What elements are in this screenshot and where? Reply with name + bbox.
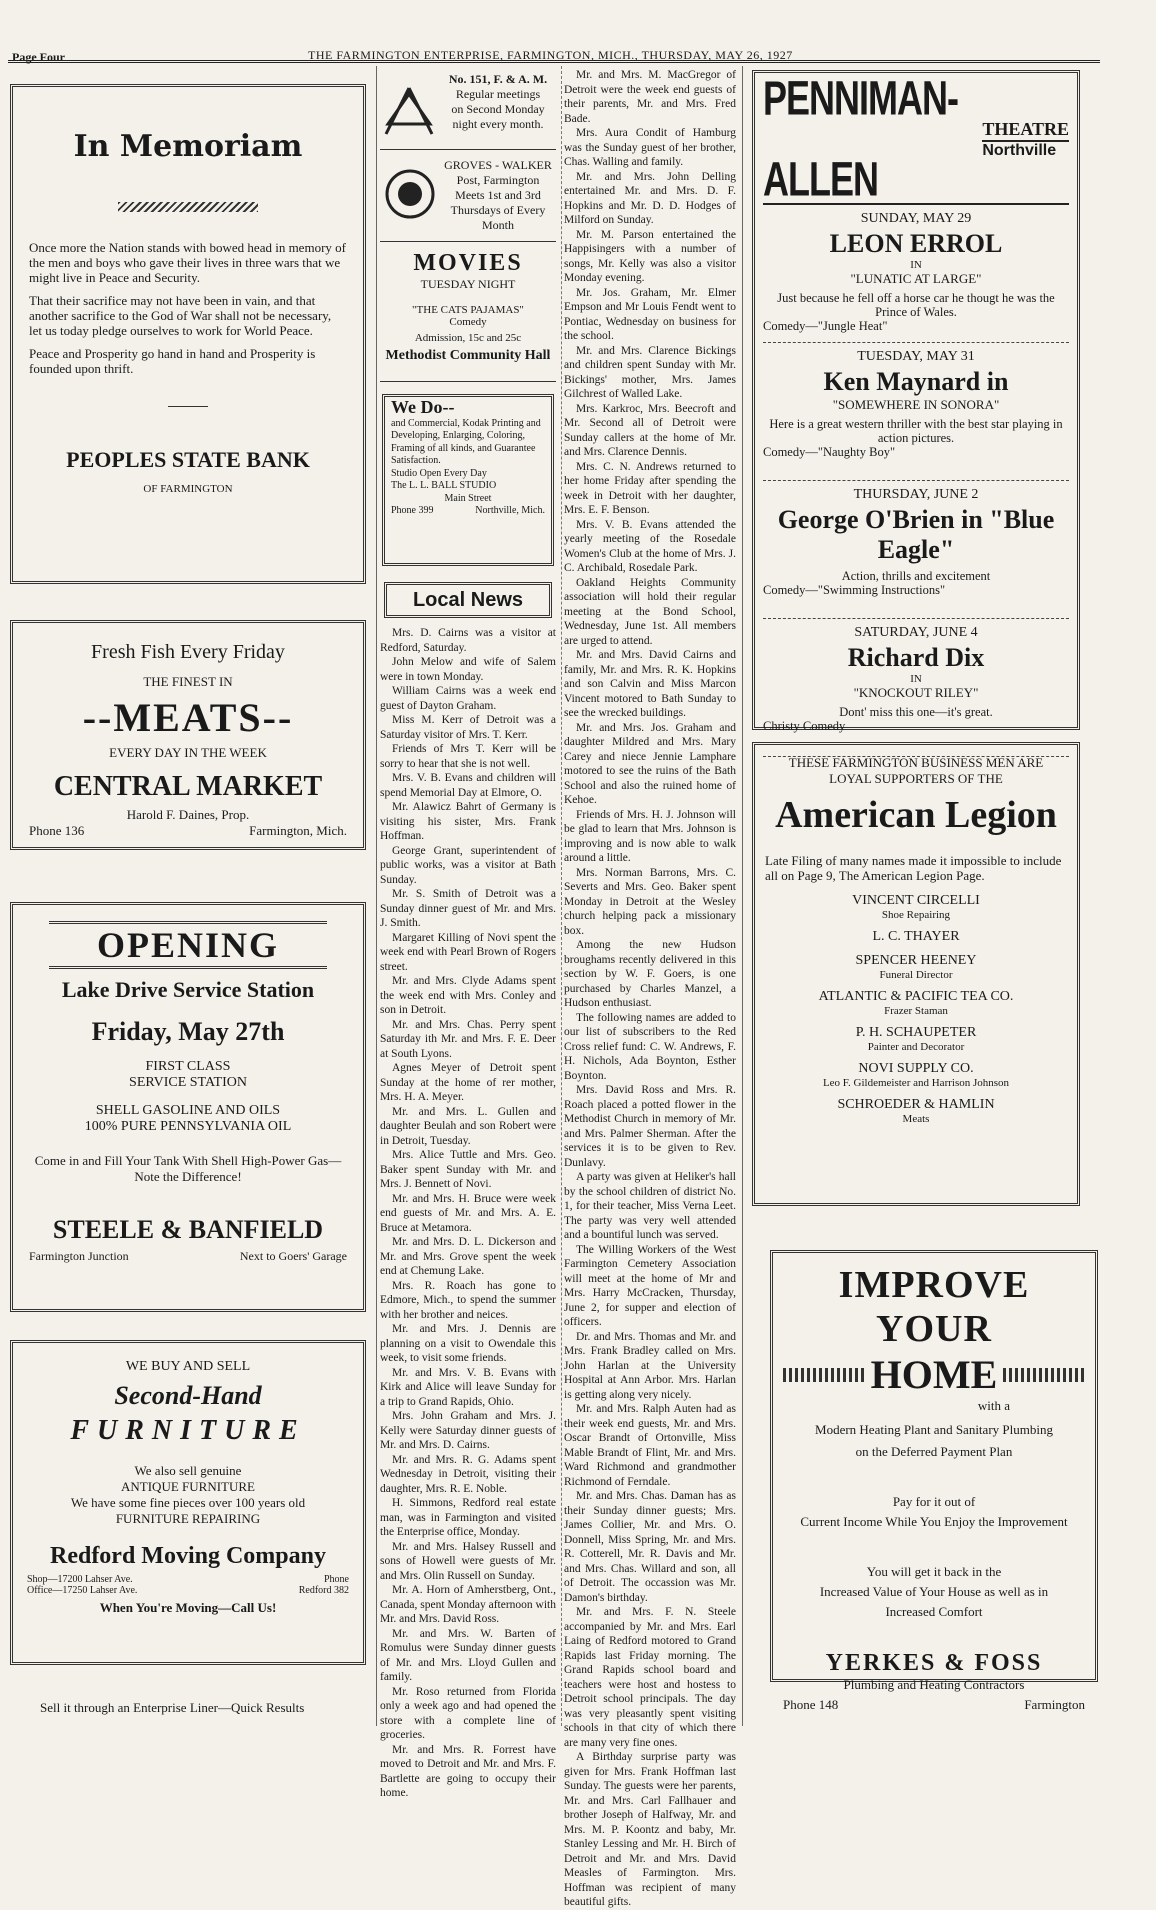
show-note: Here is a great western thriller with the best star playing in action pictures.	[769, 417, 1063, 445]
show-comedy: Christy Comedy	[763, 719, 846, 733]
supporter-name: SPENCER HEENEY	[855, 953, 977, 968]
local-news-title: Local News	[412, 589, 524, 611]
studio-name: The L. L. BALL STUDIO	[391, 480, 497, 491]
furniture-l4: We also sell genuine	[134, 1463, 242, 1478]
opening-title: OPENING	[49, 921, 327, 969]
masonic-emblem-icon	[382, 84, 436, 138]
legion-title: American Legion	[775, 794, 1057, 836]
news-item: The Willing Workers of the West Farmington Cemetery Association will meet at the home of Mr and Mrs. Harry McCracken, Thursday, June 2, for supper and election of officers.	[564, 1243, 736, 1328]
news-item: Mrs. John Graham and Mrs. J. Kelly were Saturday dinner guests of Mr. and Mrs. D. Cairns.	[380, 1410, 556, 1451]
legion-post-notice	[380, 158, 556, 242]
show-star: George O'Brien in "Blue Eagle"	[777, 505, 1055, 564]
lodge-notice	[380, 72, 556, 150]
news-item: Mrs. David Ross and Mrs. R. Roach placed a potted flower in the Methodist Church in memory of Mr. and Mrs. Palmer Sherman. After the services it is to be given to Rev. Dunlavy.	[564, 1084, 736, 1169]
news-item: Mr. and Mrs. Chas. Daman has as their Sunday dinner guests; Mrs. James Collier, Mr. and Mrs. O. Donnell, Miss Spring, Mr. and Mrs. R. Cotterell, Mr. R. Davis and Mr. and Mrs. Chas. Willard and son, all of Detroit. The occassion was Mr. Damon's birthday.	[564, 1490, 736, 1604]
news-item: Mr. and Mrs. John Delling entertained Mr. and Mrs. D. F. Hopkins and Mr. D. D. Hodges of Milford on Sunday.	[564, 170, 736, 226]
post-l1: GROVES - WALKER	[444, 158, 552, 172]
news-column-3	[564, 68, 736, 1908]
opening-name: STEELE & BANFIELD	[52, 1215, 324, 1244]
show-listing	[763, 343, 1069, 481]
studio-street: Main Street	[444, 492, 492, 504]
show-film: "SOMEWHERE IN SONORA"	[832, 397, 1000, 412]
show-film: "LUNATIC AT LARGE"	[850, 271, 982, 286]
news-item: Mr. and Mrs. Ralph Auten had as their week end guests, Mr. and Mrs. Oscar Brandt of Ortonville, Miss Mable Brandt of Flint, Mr. and Mrs. Ward Richmond and grandmother Richmond of Ferndale.	[564, 1403, 736, 1488]
supporter-name: NOVI SUPPLY CO.	[858, 1061, 974, 1076]
news-item: Mrs. Aura Condit of Hamburg was the Sunday guest of her brother, Chas. Walling and family.	[564, 127, 736, 168]
news-item: Among the new Hudson broughams recently delivered in this section by W. F. Goers, is one purchased by Charles Manzel, a Hudson enthusiast.	[564, 939, 736, 1009]
improve-l3: with a	[977, 1398, 1011, 1413]
opening-l2: SERVICE STATION	[129, 1075, 247, 1090]
opening-l5: Come in and Fill Your Tank With Shell High-Power Gas—Note the Difference!	[34, 1153, 342, 1184]
show-star: LEON ERROL	[829, 229, 1003, 258]
improve-l6: Pay for it out of	[892, 1494, 976, 1509]
legion-ad	[752, 742, 1080, 1206]
improve-ad	[770, 1250, 1098, 1712]
news-item: Agnes Meyer of Detroit spent Sunday at the home of rer mother, Mrs. H. A. Meyer.	[380, 1062, 556, 1103]
opening-left: Farmington Junction	[29, 1249, 129, 1263]
news-item: Margaret Killing of Novi spent the week end with Pearl Brown of Rogers street.	[380, 931, 556, 973]
show-date: TUESDAY, MAY 31	[857, 349, 975, 364]
supporter-name: ATLANTIC & PACIFIC TEA CO.	[818, 989, 1014, 1004]
news-item: John Melow and wife of Salem were in town Monday.	[380, 656, 556, 683]
opening-l4: 100% PURE PENNSYLVANIA OIL	[84, 1119, 292, 1134]
news-item: Mr. and Mrs. R. Forrest have moved to Detroit and Mr. and Mrs. F. Bartlette are going to occupy their home.	[380, 1743, 556, 1799]
movies-genre: Comedy	[449, 316, 487, 328]
memoriam-p1: Once more the Nation stands with bowed head in memory of the men and boys who gave their lives in three wars that we might live in Peace and Security.	[29, 240, 346, 285]
studio-town: Northville, Mich.	[475, 505, 545, 516]
furniture-l2: Second-Hand	[114, 1381, 262, 1410]
lodge-l1: No. 151, F. & A. M.	[448, 72, 548, 86]
post-l3: Meets 1st and 3rd	[455, 188, 541, 202]
supporter-name: P. H. SCHAUPETER	[855, 1025, 977, 1040]
col-rule	[742, 66, 743, 1726]
news-item: Mrs. Norman Barrons, Mrs. C. Severts and Mrs. Geo. Baker spent Monday in Detroit at the Wesley church helping pack a missionary box.	[564, 866, 736, 937]
news-item: Mrs. V. B. Evans attended the yearly meeting of the Rosedale Women's Club at the home of Mrs. J. C. Archibald, Rosedale Park.	[564, 518, 736, 574]
divider	[168, 406, 208, 407]
movies-title: MOVIES	[413, 250, 523, 276]
news-item: Mr. and Mrs. M. MacGregor of Detroit were the week end guests of their parents, Mr. and Mrs. Fred Bade.	[564, 69, 736, 125]
lodge-l3: on Second Monday	[451, 102, 545, 116]
supporter-name: VINCENT CIRCELLI	[852, 893, 980, 908]
show-date: SATURDAY, JUNE 4	[854, 625, 978, 640]
news-item: Mrs. C. N. Andrews returned to her home Friday after spending the week in Detroit with her daughter, Mrs. E. F. Benson.	[564, 460, 736, 516]
market-town: Farmington, Mich.	[249, 823, 347, 838]
news-item: Mr. and Mrs. W. Barten of Romulus were Sunday dinner guests of Mr. and Mrs. Lloyd Gullen and family.	[380, 1627, 556, 1683]
movies-film: "THE CATS PAJAMAS"	[412, 304, 524, 316]
news-item: Miss M. Kerr of Detroit was a Saturday visitor of Mrs. T. Kerr.	[380, 714, 556, 741]
show-listing	[763, 205, 1069, 343]
furniture-name: Redford Moving Company	[49, 1543, 326, 1569]
memoriam-ad	[10, 84, 366, 584]
supporter-sub: Shoe Repairing	[881, 909, 951, 921]
news-item: Mr. and Mrs. Halsey Russell and sons of Howell were guests of Mr. and Mrs. Olin Russell on Sunday.	[380, 1540, 556, 1582]
memoriam-p3: Peace and Prosperity go hand in hand and Prosperity is founded upon thrift.	[29, 346, 316, 376]
page-number: Page Four	[12, 50, 65, 64]
news-item: Mr. Alawicz Bahrt of Germany is visiting his sister, Mrs. Frank Hoffman.	[380, 801, 556, 842]
bank-name: PEOPLES STATE BANK	[66, 447, 310, 472]
supporter-sub: Funeral Director	[879, 969, 953, 981]
news-item: Mr. Roso returned from Florida only a week ago and had opened the store with a complete line of groceries.	[380, 1685, 556, 1741]
opening-l3: SHELL GASOLINE AND OILS	[95, 1103, 281, 1118]
furniture-ad	[10, 1340, 366, 1665]
news-item: A party was given at Heliker's hall by the school children of district No. 1, for their teacher, Miss Verna Leet. The party was very well attended and a bountiful lunch was served.	[564, 1171, 736, 1241]
studio-hours: Studio Open Every Day	[391, 467, 487, 479]
news-item: A Birthday surprise party was given for Mrs. Frank Hoffman last Sunday. The guests were her parents, Mr. and Mrs. Carl Fallhauer and brother Joseph of Halfway, Mr. and Mrs. M. P. Koontz and baby, Mr. Stanley Lessing and Mr. H. Birch of Detroit and Mr. and Mrs. David Measles of Farmington. Mrs. Hoffman was recipient of many beautiful gifts.	[564, 1751, 736, 1908]
improve-l7: Current Income While You Enjoy the Improvement	[800, 1514, 1068, 1529]
news-item: Mr. and Mrs. J. Dennis are planning on a visit to Owendale this week, to visit some friends.	[380, 1323, 556, 1364]
news-item: Mrs. Alice Tuttle and Mrs. Geo. Baker spent Sunday with Mr. and Mrs. J. Bennett of Novi.	[380, 1149, 556, 1190]
local-news-heading	[384, 582, 552, 618]
improve-l10: Increased Comfort	[885, 1604, 983, 1619]
news-item: Mr. and Mrs. L. Gullen and daughter Beulah and son Robert were in Detroit, Tuesday.	[380, 1105, 556, 1147]
legion-note: Late Filing of many names made it impossible to include all on Page 9, The American Legion Page.	[765, 853, 1062, 883]
studio-phone: Phone 399	[391, 505, 434, 516]
supporter-sub: Frazer Staman	[884, 1005, 948, 1017]
ornament	[118, 202, 258, 212]
news-item: Mrs. D. Cairns was a visitor at Redford, Saturday.	[380, 627, 556, 654]
market-l2: THE FINEST IN	[143, 674, 233, 689]
market-prop: Harold F. Daines, Prop.	[126, 807, 250, 822]
legion-emblem-icon	[384, 168, 436, 220]
post-l5: Month	[481, 218, 514, 232]
improve-l4: Modern Heating Plant and Sanitary Plumbing	[815, 1422, 1053, 1437]
show-note: Just because he fell off a horse car he thougt he was the Prince of Wales.	[777, 291, 1055, 319]
station-name: Lake Drive Service Station	[61, 977, 315, 1002]
news-item: Mr. and Mrs. H. Bruce were week end guests of Mr. and Mrs. A. E. Bruce at Metamora.	[380, 1192, 556, 1234]
furniture-l5: ANTIQUE FURNITURE	[121, 1479, 255, 1494]
furniture-l3: FURNITURE	[70, 1415, 306, 1446]
news-item: Mr. and Mrs. David Cairns and family, Mr. and Mrs. R. K. Hopkins and son Calvin and Miss Marcon Vincent motored to Bath Sunday to see the wrecked buildings.	[564, 649, 736, 719]
supporter-sub: Meats	[902, 1113, 930, 1125]
improve-l9: Increased Value of Your House as well as in	[819, 1584, 1049, 1599]
furniture-phone-no: Redford 382	[298, 1585, 349, 1596]
news-item: Dr. and Mrs. Thomas and Mr. and Mrs. Frank Bradley called on Mrs. John Harlan at the University Hospital at Ann Arbor. Mrs. Harlan is getting along very nicely.	[564, 1330, 736, 1401]
show-listing	[763, 481, 1069, 619]
news-column-2	[380, 626, 556, 1799]
news-item: Mr. A. Horn of Amherstberg, Ont., Canada, spent Monday afternoon with Mr. and Mrs. David Ross.	[380, 1584, 556, 1625]
improve-l1: IMPROVE YOUR	[838, 1264, 1030, 1350]
improve-town: Farmington	[1024, 1697, 1085, 1712]
post-l2: Post, Farmington	[456, 173, 540, 187]
theatre-ad	[752, 70, 1080, 733]
supporter-name: SCHROEDER & HAMLIN	[837, 1097, 995, 1112]
theatre-name: PENNIMAN-ALLEN	[763, 70, 958, 207]
studio-ad	[382, 394, 554, 566]
furniture-l6: We have some fine pieces over 100 years old	[70, 1495, 306, 1510]
improve-name: YERKES & FOSS	[825, 1650, 1043, 1676]
lodge-l2: Regular meetings	[455, 87, 541, 101]
memoriam-p2: That their sacrifice may not have been in vain, and that another sacrifice to the God of War shall not be necessary, let us today pledge ourselves to work for World Peace.	[29, 293, 332, 338]
post-l4: Thursdays of Every	[450, 203, 546, 217]
movies-price: Admission, 15c and 25c	[414, 332, 522, 344]
show-comedy: Comedy—"Naughty Boy"	[763, 445, 896, 459]
improve-l5: on the Deferred Payment Plan	[855, 1444, 1013, 1459]
movies-notice	[380, 250, 556, 382]
news-item: Friends of Mrs T. Kerr will be sorry to hear that she is not well.	[380, 743, 556, 770]
news-item: Mr. M. Parson entertained the Happisingers with a number of songs, Mr. Kelly was also a visitor Monday evening.	[564, 228, 736, 284]
opening-l1: FIRST CLASS	[145, 1059, 231, 1074]
rule-ornament	[1003, 1368, 1085, 1382]
furniture-phone: Phone	[324, 1574, 349, 1585]
news-item: Mr. and Mrs. Chas. Perry spent Saturday ith Mr. and Mrs. F. E. Deer at South Lyons.	[380, 1018, 556, 1060]
masthead: THE FARMINGTON ENTERPRISE, FARMINGTON, MICH., THURSDAY, MAY 26, 1927	[308, 48, 793, 62]
studio-title: We Do--	[391, 397, 455, 417]
col-rule	[376, 66, 377, 1726]
news-item: Mr. and Mrs. V. B. Evans with Kirk and Alice will leave Sunday for a trip to Grand Rapids, Ohio.	[380, 1366, 556, 1408]
news-item: Mr. and Mrs. R. G. Adams spent Wednesday in Detroit, visiting their daughter, Mrs. R. E. Noble.	[380, 1453, 556, 1495]
news-item: Mr. and Mrs. F. N. Steele accompanied by Mr. and Mrs. Earl Laing of Redford motored to Grand Rapids last Friday morning. The Grand Rapids school board and teachers were host and hostess to Detroit school principals. The day was very pleasantly spent visiting schools in that city of which there are many very fine ones.	[564, 1606, 736, 1749]
opening-right: Next to Goers' Garage	[239, 1249, 347, 1263]
news-item: Mr. S. Smith of Detroit was a Sunday dinner guest of Mr. and Mrs. J. Smith.	[380, 888, 556, 929]
lodge-l4: night every month.	[452, 117, 544, 131]
studio-body: and Commercial, Kodak Printing and Developing, Enlarging, Coloring, Framing of all kinds, and Guarantee Satisfaction.	[391, 417, 541, 466]
news-item: William Cairns was a week end guest of Dayton Graham.	[380, 685, 556, 712]
improve-phone: Phone 148	[783, 1697, 839, 1712]
news-item: George Grant, superintendent of public works, was a visitor at Bath Sunday.	[380, 844, 556, 886]
news-item: Friends of Mrs. H. J. Johnson will be glad to learn that Mrs. Johnson is improving and is now able to walk around a little.	[564, 808, 736, 864]
show-comedy: Comedy—"Swimming Instructions"	[763, 583, 946, 597]
supporter-sub: Leo F. Gildemeister and Harrison Johnson	[822, 1077, 1010, 1089]
furniture-l7: FURNITURE REPAIRING	[115, 1511, 261, 1526]
news-item: Mr. and Mrs. Clyde Adams spent the week end with Mrs. Conley and son in Detroit.	[380, 975, 556, 1016]
show-date: THURSDAY, JUNE 2	[853, 487, 979, 502]
legion-l1: THESE FARMINGTON BUSINESS MEN ARE	[788, 755, 1044, 770]
supporter-name: L. C. THAYER	[872, 929, 960, 944]
news-item: Mr. and Mrs. Jos. Graham and daughter Mildred and Mrs. Mary Carey and niece Jennie Lamphare motored to see the ruins of the Bath School and also the ruined home of Kehoe.	[564, 721, 736, 806]
show-star: Ken Maynard in	[823, 367, 1009, 396]
market-l1: Fresh Fish Every Friday	[91, 641, 285, 663]
furniture-slogan: When You're Moving—Call Us!	[99, 1600, 277, 1615]
show-film: "KNOCKOUT RILEY"	[853, 685, 979, 700]
legion-l2: LOYAL SUPPORTERS OF THE	[829, 771, 1003, 786]
market-l4: EVERY DAY IN THE WEEK	[109, 745, 267, 760]
movies-night: TUESDAY NIGHT	[420, 277, 516, 291]
show-in: IN	[910, 259, 922, 271]
market-phone: Phone 136	[29, 823, 85, 838]
news-item: Mr. and Mrs. D. L. Dickerson and Mr. and Mrs. Grove spent the week end at Chemung Lake.	[380, 1236, 556, 1277]
news-item: Mrs. V. B. Evans and children will spend Memorial Day at Elmore, O.	[380, 772, 556, 799]
show-in: IN	[910, 673, 922, 685]
market-l3: --MEATS--	[82, 695, 294, 740]
footer-line: Sell it through an Enterprise Liner—Quick Results	[40, 1700, 305, 1715]
theatre-tag1: THEATRE	[982, 119, 1069, 142]
show-date: SUNDAY, MAY 29	[860, 211, 972, 226]
news-item: Mrs. Karkroc, Mrs. Beecroft and Mr. Second all of Detroit were Sunday callers at the home of Mr. and Mrs. Clarence Dennis.	[564, 402, 736, 458]
furniture-shop: Shop—17200 Lahser Ave.	[27, 1574, 133, 1585]
improve-l8: You will get it back in the	[866, 1564, 1002, 1579]
memoriam-title: In Memoriam	[73, 129, 303, 164]
supporter-sub: Painter and Decorator	[867, 1041, 965, 1053]
furniture-l1: WE BUY AND SELL	[125, 1359, 251, 1374]
news-item: The following names are added to our list of subscribers to the Red Cross relief fund: C. W. Andrews, F. H. Nichols, Ada Boynton, Esther Boynton.	[564, 1011, 736, 1082]
news-item: Mrs. R. Roach has gone to Edmore, Mich., to spend the summer with her brother and neices.	[380, 1279, 556, 1321]
improve-sub: Plumbing and Heating Contractors	[843, 1677, 1025, 1692]
show-listing	[763, 619, 1069, 757]
market-name: CENTRAL MARKET	[53, 771, 323, 802]
rule-ornament	[783, 1368, 865, 1382]
news-item: Mr. Jos. Graham, Mr. Elmer Empson and Mr Louis Fendt went to Pontiac, Wednesday on business for the school.	[564, 286, 736, 342]
improve-l2: HOME	[870, 1352, 998, 1397]
show-note: Action, thrills and excitement	[841, 569, 991, 583]
market-ad	[10, 620, 366, 850]
show-comedy: Comedy—"Jungle Heat"	[763, 319, 888, 333]
opening-ad	[10, 902, 366, 1312]
opening-date: Friday, May 27th	[91, 1017, 285, 1046]
movies-venue: Methodist Community Hall	[385, 348, 551, 363]
theatre-tag2: Northville	[982, 141, 1057, 159]
bank-sub: OF FARMINGTON	[143, 483, 233, 495]
news-item: H. Simmons, Redford real estate man, was in Farmington and visited the Enterprise office, Monday.	[380, 1497, 556, 1538]
col-rule	[561, 66, 562, 1726]
show-note: Dont' miss this one—it's great.	[839, 705, 993, 719]
news-item: Mr. and Mrs. Clarence Bickings and children spent Sunday with Mr. Bickings' mother, Mrs. James Gilchrest of Walled Lake.	[564, 344, 736, 400]
show-star: Richard Dix	[847, 643, 985, 672]
news-item: Oakland Heights Community association will hold their regular meeting at the Bond School, Wednesday, June 1st. All members are urged to attend.	[564, 576, 736, 647]
furniture-office: Office—17250 Lahser Ave.	[27, 1585, 138, 1596]
